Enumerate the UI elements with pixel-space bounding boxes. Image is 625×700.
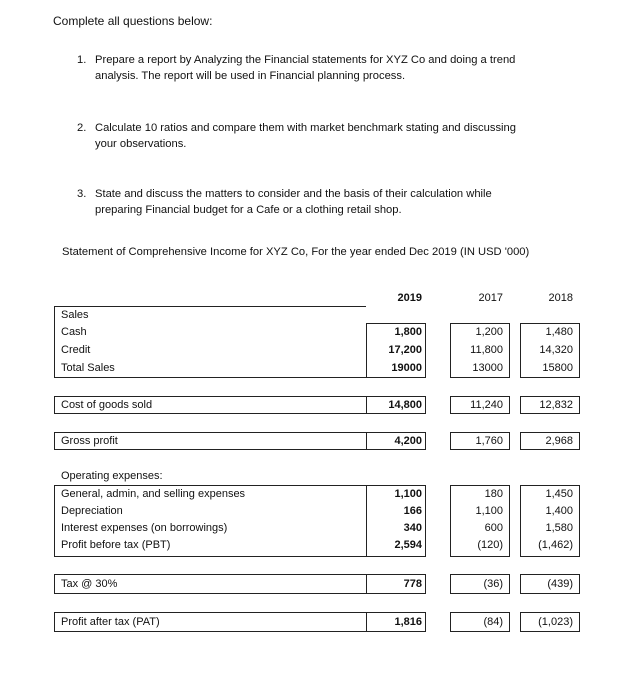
gross-2019: 4,200: [394, 435, 422, 447]
row-label-total-sales: Total Sales: [61, 362, 115, 374]
gross-2018: 2,968: [545, 435, 573, 447]
question-text: Prepare a report by Analyzing the Financial statements for XYZ Co and doing a trend: [95, 54, 516, 66]
row-label-cogs: Cost of goods sold: [61, 399, 153, 411]
interest-2018: 1,580: [545, 522, 573, 534]
question-number: 2.: [77, 122, 87, 134]
tax-2017: (36): [483, 578, 503, 590]
question-number: 3.: [77, 188, 87, 200]
interest-2019: 340: [403, 522, 422, 534]
cash-2018: 1,480: [545, 326, 573, 338]
row-label-tax: Tax @ 30%: [61, 578, 118, 590]
credit-2019: 17,200: [388, 344, 422, 356]
pbt-2018: (1,462): [538, 539, 573, 551]
row-label-cash: Cash: [61, 326, 87, 338]
general-admin-2017: 180: [484, 488, 503, 500]
depreciation-2018: 1,400: [545, 505, 573, 517]
question-text: your observations.: [95, 138, 187, 150]
general-admin-2018: 1,450: [545, 488, 573, 500]
cash-2017: 1,200: [475, 326, 503, 338]
tax-2018: (439): [547, 578, 573, 590]
pat-2019: 1,816: [394, 616, 422, 628]
year-header-2018: 2018: [548, 292, 573, 304]
statement-title: Statement of Comprehensive Income for XYZ Co, For the year ended Dec 2019 (IN USD '000): [62, 246, 530, 258]
credit-2018: 14,320: [539, 344, 573, 356]
interest-2017: 600: [484, 522, 503, 534]
row-label-credit: Credit: [61, 344, 91, 356]
year-header-2017: 2017: [478, 292, 503, 304]
gross-2017: 1,760: [475, 435, 503, 447]
cogs-2019: 14,800: [388, 399, 422, 411]
tax-2019: 778: [403, 578, 422, 590]
credit-2017: 11,800: [470, 344, 503, 356]
row-label-pbt: Profit before tax (PBT): [61, 539, 171, 551]
opex-header: Operating expenses:: [61, 470, 163, 482]
year-header-2019: 2019: [397, 292, 422, 304]
depreciation-2019: 166: [403, 505, 422, 517]
cogs-2018: 12,832: [539, 399, 573, 411]
general-admin-2019: 1,100: [394, 488, 422, 500]
cogs-2017: 11,240: [470, 399, 503, 411]
instructions-heading: Complete all questions below:: [53, 14, 213, 28]
total-sales-2018: 15800: [542, 362, 573, 374]
pat-2017: (84): [483, 616, 503, 628]
row-label-depreciation: Depreciation: [61, 505, 123, 517]
row-label-interest: Interest expenses (on borrowings): [61, 522, 228, 534]
question-number: 1.: [77, 54, 87, 66]
sales-header: Sales: [61, 309, 89, 321]
question-text: State and discuss the matters to consider and the basis of their calculation while: [95, 188, 492, 200]
row-label-gross-profit: Gross profit: [61, 435, 118, 447]
question-text: analysis. The report will be used in Financial planning process.: [95, 70, 406, 82]
depreciation-2017: 1,100: [475, 505, 503, 517]
pbt-2017: (120): [477, 539, 503, 551]
pat-2018: (1,023): [538, 616, 573, 628]
question-text: preparing Financial budget for a Cafe or a clothing retail shop.: [95, 204, 402, 216]
total-sales-2017: 13000: [472, 362, 503, 374]
cash-2019: 1,800: [394, 326, 422, 338]
total-sales-2019: 19000: [391, 362, 422, 374]
row-label-pat: Profit after tax (PAT): [61, 616, 160, 628]
pbt-2019: 2,594: [394, 539, 422, 551]
question-text: Calculate 10 ratios and compare them with market benchmark stating and discussing: [95, 122, 516, 134]
row-label-general-admin: General, admin, and selling expenses: [61, 488, 246, 500]
